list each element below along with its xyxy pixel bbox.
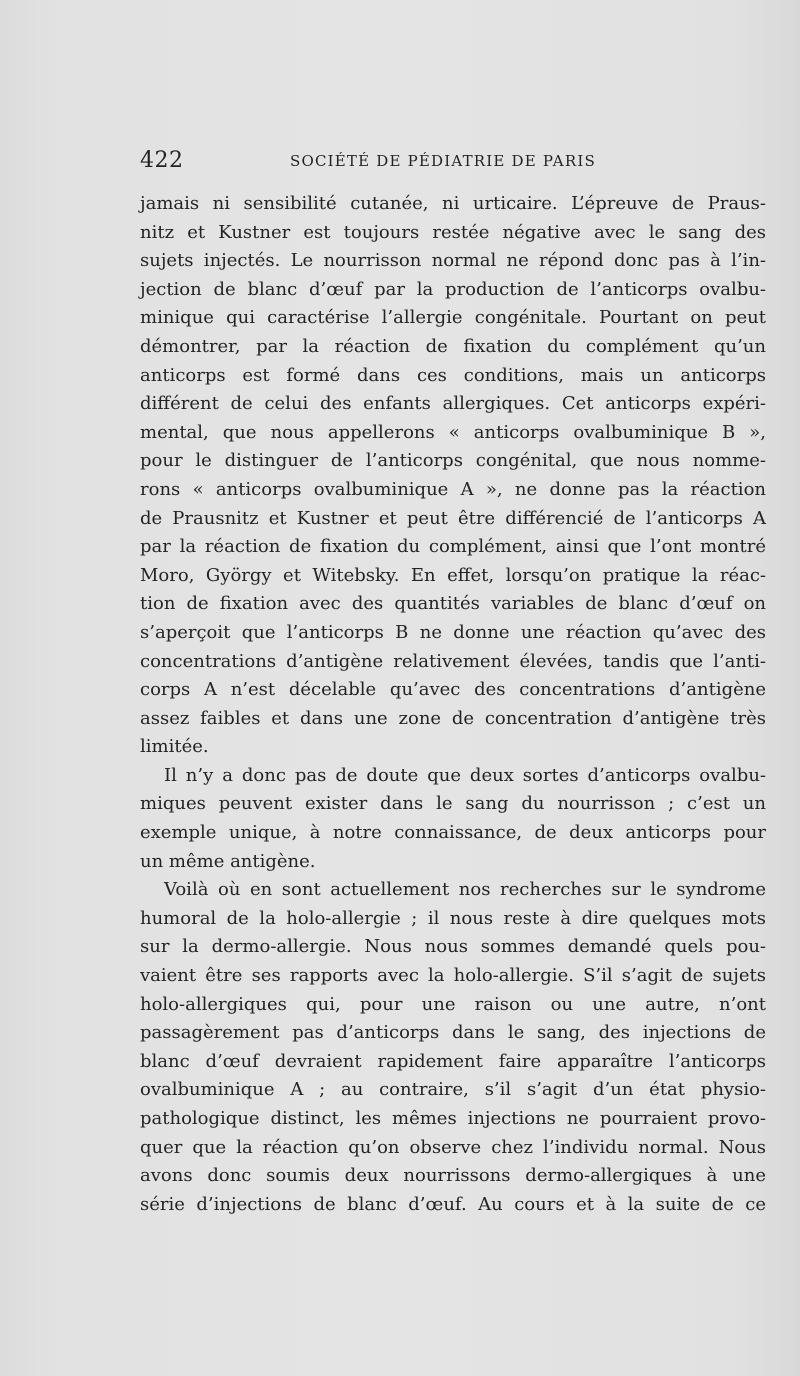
running-head: SOCIÉTÉ DE PÉDIATRIE DE PARIS bbox=[290, 152, 596, 170]
text-line: Voilà où en sont actuellement nos recherches sur le syndrome bbox=[164, 879, 766, 901]
text-line: passagèrement pas d’anticorps dans le sang, des injections de bbox=[140, 1022, 766, 1044]
text-line: sujets injectés. Le nourrisson normal ne répond donc pas à l’in- bbox=[140, 250, 766, 272]
page-header bbox=[140, 146, 766, 180]
text-line: limitée. bbox=[140, 736, 209, 758]
text-line: anticorps est formé dans ces conditions, mais un anticorps bbox=[140, 364, 766, 386]
text-line: miques peuvent exister dans le sang du nourrisson ; c’est un bbox=[140, 793, 766, 815]
text-line: holo-allergiques qui, pour une raison ou une autre, n’ont bbox=[140, 993, 766, 1015]
text-line: avons donc soumis deux nourrissons dermo-allergiques à une bbox=[140, 1165, 766, 1187]
text-line: sur la dermo-allergie. Nous nous sommes demandé quels pou- bbox=[140, 936, 766, 958]
text-line: tion de fixation avec des quantités variables de blanc d’œuf on bbox=[140, 593, 766, 615]
text-line: un même antigène. bbox=[140, 850, 316, 872]
text-line: s’aperçoit que l’anticorps B ne donne une réaction qu’avec des bbox=[140, 621, 766, 643]
text-line: minique qui caractérise l’allergie congénitale. Pourtant on peut bbox=[140, 307, 766, 329]
text-line: humoral de la holo-allergie ; il nous reste à dire quelques mots bbox=[140, 907, 766, 929]
text-line: jamais ni sensibilité cutanée, ni urticaire. L’épreuve de Praus- bbox=[140, 193, 766, 214]
text-line: de Prausnitz et Kustner et peut être différencié de l’anticorps A bbox=[140, 507, 766, 529]
body-text bbox=[140, 190, 766, 1219]
text-line: série d’injections de blanc d’œuf. Au cours et à la suite de ce bbox=[140, 1193, 766, 1215]
text-line: mental, que nous appellerons « anticorps ovalbuminique B », bbox=[140, 421, 766, 443]
text-line: corps A n’est décelable qu’avec des concentrations d’antigène bbox=[140, 679, 766, 701]
text-line: pour le distinguer de l’anticorps congénital, que nous nomme- bbox=[140, 450, 766, 472]
text-line: rons « anticorps ovalbuminique A », ne donne pas la réaction bbox=[140, 478, 766, 500]
text-line: vaient être ses rapports avec la holo-allergie. S’il s’agit de sujets bbox=[140, 965, 766, 987]
text-line: jection de blanc d’œuf par la production de l’anticorps ovalbu- bbox=[140, 278, 766, 300]
text-line: Il n’y a donc pas de doute que deux sortes d’anticorps ovalbu- bbox=[164, 764, 766, 786]
text-line: démontrer, par la réaction de fixation du complément qu’un bbox=[140, 335, 766, 357]
text-line: différent de celui des enfants allergiques. Cet anticorps expéri- bbox=[140, 393, 766, 415]
text-line: assez faibles et dans une zone de concentration d’antigène très bbox=[140, 707, 766, 729]
page-number: 422 bbox=[140, 148, 184, 173]
text-line: pathologique distinct, les mêmes injections ne pourraient provo- bbox=[140, 1108, 766, 1129]
text-line: Moro, György et Witebsky. En effet, lorsqu’on pratique la réac- bbox=[140, 564, 766, 586]
text-line: nitz et Kustner est toujours restée négative avec le sang des bbox=[140, 221, 766, 243]
text-line: blanc d’œuf devraient rapidement faire apparaître l’anticorps bbox=[140, 1050, 766, 1072]
text-line: ovalbuminique A ; au contraire, s’il s’agit d’un état physio- bbox=[140, 1079, 766, 1101]
text-line: concentrations d’antigène relativement élevées, tandis que l’anti- bbox=[140, 650, 766, 672]
text-line: exemple unique, à notre connaissance, de deux anticorps pour bbox=[140, 822, 766, 844]
text-line: quer que la réaction qu’on observe chez l’individu normal. Nous bbox=[140, 1136, 766, 1158]
text-line: par la réaction de fixation du complément, ainsi que l’ont montré bbox=[140, 536, 766, 558]
